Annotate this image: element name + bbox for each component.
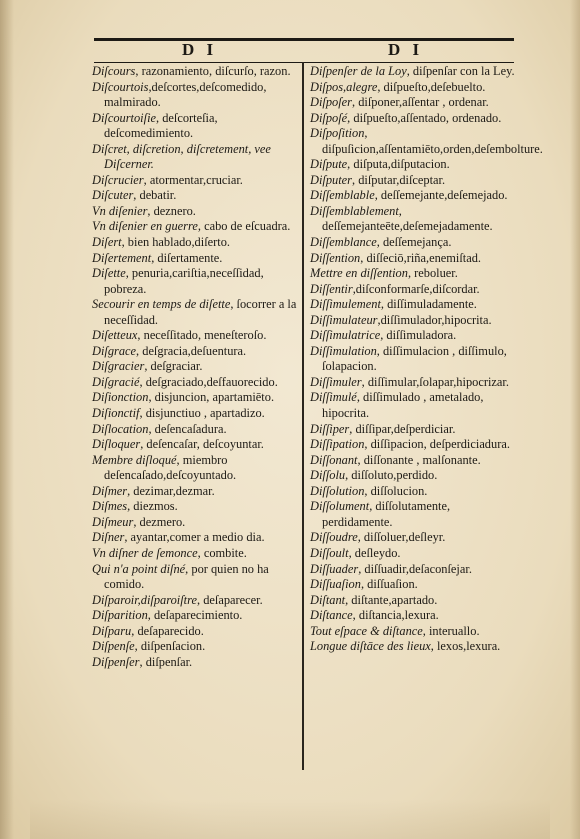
entry-headword: Diſert xyxy=(92,235,122,250)
entry-definition: , diſpueſto,deſebuelto. xyxy=(377,79,486,94)
entry-headword: Diſſimulation xyxy=(310,343,377,358)
entry-definition: , diſſolutamente, perdidamente. xyxy=(322,499,451,529)
entry-headword: Diſgracié xyxy=(92,374,140,389)
dictionary-entry xyxy=(310,313,520,329)
dictionary-entry xyxy=(310,266,520,282)
dictionary-entry xyxy=(310,95,520,111)
entry-headword: Diſpos,alegre xyxy=(310,79,378,94)
entry-definition: , diſputar,diſceptar. xyxy=(352,172,446,187)
dictionary-entry xyxy=(310,562,520,578)
dictionary-entry xyxy=(92,562,298,593)
entry-definition: , deſſemejante,deſemejado. xyxy=(374,188,508,203)
entry-definition: ,diſſimulador,hipocrita. xyxy=(377,312,492,327)
page-edge-left xyxy=(0,0,14,839)
entry-headword: Diſmes xyxy=(92,499,128,514)
entry-headword: Diſſolument xyxy=(310,499,370,514)
dictionary-entry xyxy=(310,624,520,640)
dictionary-entry xyxy=(92,297,298,328)
dictionary-entry xyxy=(92,515,298,531)
entry-headword: Diſſolution xyxy=(310,483,365,498)
entry-headword: Diſputer xyxy=(310,172,352,187)
entry-definition: , diſſimulado , ametalado, hipocrita. xyxy=(322,390,484,421)
entry-definition: , cabo de eſcuadra. xyxy=(197,219,291,234)
entry-headword: Diſſemblance xyxy=(310,235,377,250)
dictionary-entry xyxy=(92,142,298,173)
entry-headword: Diſſuaſion xyxy=(310,577,361,592)
entry-headword: Diſtant xyxy=(310,592,346,607)
dictionary-entry xyxy=(92,219,298,235)
entry-headword: Qui n'a point diſné xyxy=(92,561,186,576)
dictionary-entry xyxy=(92,359,298,375)
entry-headword: Diſſonant xyxy=(310,452,358,467)
dictionary-entry xyxy=(310,328,520,344)
entry-definition: , diſpenſar. xyxy=(139,654,193,669)
dictionary-entry xyxy=(310,111,520,127)
entry-headword: Diſſimulé xyxy=(310,390,357,405)
dictionary-entry xyxy=(310,375,520,391)
entry-definition: , deſaparecido. xyxy=(131,623,204,638)
entry-headword: Diſſoult xyxy=(310,545,349,560)
entry-headword: Diſſolu xyxy=(310,468,346,483)
entry-definition: , por quien no ha comido. xyxy=(104,561,269,592)
entry-headword: Vn diſner de ſemonce xyxy=(92,545,198,560)
entry-headword: Diſpoſition xyxy=(310,126,365,141)
dictionary-entry xyxy=(92,188,298,204)
entry-headword: Diſſuader xyxy=(310,561,359,576)
entry-headword: Diſpenſe xyxy=(92,639,135,654)
entry-headword: Diſgrace xyxy=(92,343,137,358)
dictionary-entry xyxy=(92,437,298,453)
entry-definition: , deſgracia,deſuentura. xyxy=(136,343,247,358)
entry-definition: , deznero. xyxy=(147,203,196,218)
dictionary-entry xyxy=(310,282,520,298)
dictionary-entry xyxy=(310,593,520,609)
entry-definition: , diſſuaſion. xyxy=(360,577,418,592)
dictionary-entry xyxy=(92,111,298,142)
entry-headword: Membre diſloqué xyxy=(92,452,177,467)
column-divider xyxy=(302,62,304,770)
entry-headword: Diſſipation xyxy=(310,437,365,452)
entry-headword: Secourir en temps de diſette xyxy=(92,297,231,312)
entry-definition: , diſſoluer,deſleyr. xyxy=(357,530,446,545)
dictionary-entry xyxy=(310,235,520,251)
entry-definition: , diſſolucion. xyxy=(364,483,428,498)
entry-definition: , diſſimuladamente. xyxy=(380,297,477,312)
dictionary-entry xyxy=(310,484,520,500)
dictionary-entry xyxy=(92,390,298,406)
dictionary-entry xyxy=(310,80,520,96)
entry-headword: Diſſemblablement xyxy=(310,203,399,218)
entry-headword: Diſionction xyxy=(92,390,149,405)
dictionary-entry xyxy=(310,437,520,453)
entry-definition: , ſocorrer a la neceſſidad. xyxy=(104,297,297,327)
dictionary-entry xyxy=(310,157,520,173)
header-rule xyxy=(94,62,514,63)
dictionary-entry xyxy=(92,173,298,189)
dictionary-entry xyxy=(92,608,298,624)
entry-headword: Diſlocation xyxy=(92,421,149,436)
entry-definition: ,diſconformarſe,diſcordar. xyxy=(352,281,480,296)
dictionary-entry xyxy=(310,453,520,469)
entry-definition: , diſſimulacion , diſſimulo, ſolapacion. xyxy=(322,343,507,374)
entry-definition: , deſaparecer. xyxy=(197,592,263,607)
entry-headword: Tout eſpace & diſtance xyxy=(310,623,423,638)
dictionary-entry xyxy=(310,344,520,375)
entry-definition: , ayantar,comer a medio dia. xyxy=(124,530,265,545)
dictionary-entry xyxy=(310,64,520,80)
entry-definition: , neceſſitado, meneſteroſo. xyxy=(137,328,267,343)
dictionary-entry xyxy=(310,126,543,157)
entry-definition: , diſertamente. xyxy=(151,250,223,265)
entry-definition: , dezmero. xyxy=(133,514,186,529)
entry-definition: , combite. xyxy=(197,545,247,560)
entry-headword: Diſmer xyxy=(92,483,128,498)
dictionary-entry xyxy=(92,344,298,360)
dictionary-entry xyxy=(310,297,520,313)
dictionary-entry xyxy=(92,530,298,546)
dictionary-entry xyxy=(310,546,520,562)
entry-definition: , diezmos. xyxy=(127,499,178,514)
entry-definition: , bien hablado,diſerto. xyxy=(121,235,230,250)
entry-headword: Diſcours xyxy=(92,64,136,78)
entry-headword: Diſgracier xyxy=(92,359,145,374)
entry-definition: , diſſipacion, deſperdiciadura. xyxy=(364,437,510,452)
dictionary-entry xyxy=(92,484,298,500)
entry-definition: , debatir. xyxy=(133,188,177,203)
entry-definition: , diſpueſto,aſſentado, ordenado. xyxy=(347,110,502,125)
dictionary-entry xyxy=(92,251,298,267)
entry-definition: , diſſonante , malſonante. xyxy=(357,452,481,467)
entry-headword: Diſmeur xyxy=(92,514,134,529)
entry-definition: , lexos,lexura. xyxy=(430,639,501,654)
entry-definition: , reboluer. xyxy=(407,266,458,281)
entry-definition: , diſſeciō,riña,enemiſtad. xyxy=(360,250,482,265)
dictionary-entry xyxy=(310,173,520,189)
entry-definition: , deſgraciar. xyxy=(144,359,203,374)
entry-definition: , diſſimular,ſolapar,hipocrizar. xyxy=(361,374,509,389)
entry-definition: , deſgraciado,deſfauorecido. xyxy=(139,374,278,389)
entry-headword: Diſparition xyxy=(92,608,148,623)
entry-definition: , deſencaſadura. xyxy=(148,421,227,436)
dictionary-entry xyxy=(92,328,298,344)
running-head-left: D I xyxy=(182,40,218,59)
running-head-right: D I xyxy=(388,40,424,59)
dictionary-entry xyxy=(92,593,298,609)
dictionary-entry xyxy=(310,499,520,530)
entry-definition: , diſſuadir,deſaconſejar. xyxy=(358,561,472,576)
entry-definition: , diſpenſar con la Ley. xyxy=(406,64,515,78)
entry-headword: Longue diſtāce des lieux xyxy=(310,639,431,654)
entry-definition: , diſtante,apartado. xyxy=(345,592,438,607)
entry-definition: , disjunctiuo , apartadizo. xyxy=(139,406,265,421)
dictionary-entry xyxy=(92,406,298,422)
entry-headword: Diſcrucier xyxy=(92,172,144,187)
entry-headword: Diſſoudre xyxy=(310,530,358,545)
entry-headword: Diſpenſer xyxy=(92,654,140,669)
entry-headword: Diſſimulateur xyxy=(310,312,378,327)
right-column xyxy=(310,64,543,655)
entry-definition: , deſſemejanteēte,deſemejadamente. xyxy=(322,203,493,234)
entry-headword: Diſſimulatrice xyxy=(310,328,381,343)
entry-headword: Diſner xyxy=(92,530,125,545)
page-edge-right xyxy=(570,0,580,839)
entry-definition: , disjuncion, apartamiēto. xyxy=(148,390,275,405)
entry-headword: Diſtance xyxy=(310,608,353,623)
entry-headword: Diſſimulement xyxy=(310,297,381,312)
dictionary-entry xyxy=(310,468,520,484)
entry-headword: Diſcourtoiſie xyxy=(92,110,157,125)
left-column xyxy=(92,64,298,670)
entry-headword: Diſertement xyxy=(92,250,152,265)
entry-headword: Diſloquer xyxy=(92,437,141,452)
dictionary-entry xyxy=(92,375,298,391)
dictionary-entry xyxy=(310,390,520,421)
dictionary-entry xyxy=(92,655,298,671)
entry-definition: , dezimar,dezmar. xyxy=(127,483,215,498)
dictionary-entry xyxy=(310,422,520,438)
dictionary-entry xyxy=(310,204,520,235)
entry-definition: , diſputa,diſputacion. xyxy=(347,157,450,172)
dictionary-entry xyxy=(92,624,298,640)
entry-definition: , deſleydo. xyxy=(348,545,401,560)
entry-definition: , deſencaſar, deſcoyuntar. xyxy=(140,437,264,452)
top-rule xyxy=(94,38,514,41)
dictionary-entry xyxy=(92,639,298,655)
dictionary-entry xyxy=(310,530,520,546)
entry-headword: Diſette xyxy=(92,266,126,281)
entry-headword: Diſparoir,diſparoiſtre xyxy=(92,592,197,607)
entry-definition: , miembro deſencaſado,deſcoyuntado. xyxy=(104,452,237,483)
entry-definition: , diſpuſicion,aſſentamiēto,orden,deſembolture. xyxy=(322,126,543,156)
page-bottom-shade xyxy=(30,799,550,839)
entry-headword: Mettre en diſſention xyxy=(310,266,408,281)
entry-definition: , diſtancia,lexura. xyxy=(352,608,439,623)
entry-headword: Diſpute xyxy=(310,157,348,172)
entry-definition: , diſſimuladora. xyxy=(380,328,457,343)
entry-headword: Vn diſenier en guerre xyxy=(92,219,198,234)
entry-headword: Diſſimuler xyxy=(310,374,362,389)
entry-headword: Diſſentir xyxy=(310,281,353,296)
dictionary-entry xyxy=(92,266,298,297)
dictionary-entry xyxy=(310,188,520,204)
entry-headword: Diſparu xyxy=(92,623,132,638)
dictionary-entry xyxy=(92,235,298,251)
dictionary-entry xyxy=(92,80,298,111)
entry-definition: , deſſemejança. xyxy=(376,235,452,250)
dictionary-entry xyxy=(92,546,298,562)
entry-headword: Diſcuter xyxy=(92,188,134,203)
entry-definition: , penuria,cariſtia,neceſſidad, pobreza. xyxy=(104,266,264,296)
entry-definition: , razonamiento, diſcurſo, razon. xyxy=(135,64,291,78)
entry-headword: Diſſemblable xyxy=(310,188,375,203)
entry-headword: Diſſiper xyxy=(310,421,350,436)
entry-headword: Diſcret, diſcretion, diſcretement, vee Diſcerner. xyxy=(92,141,271,172)
dictionary-entry xyxy=(92,64,298,80)
entry-headword: Diſpenſer de la Loy xyxy=(310,64,407,78)
entry-headword: Diſpoſé xyxy=(310,110,348,125)
dictionary-entry xyxy=(310,608,520,624)
entry-definition: , diſponer,aſſentar , ordenar. xyxy=(352,95,489,110)
entry-headword: Diſſention xyxy=(310,250,361,265)
entry-definition: , deſaparecimiento. xyxy=(147,608,243,623)
entry-definition: , deſcorteſia, deſcomedimiento. xyxy=(104,110,218,141)
entry-headword: Diſpoſer xyxy=(310,95,352,110)
dictionary-entry xyxy=(310,577,520,593)
entry-headword: Vn diſenier xyxy=(92,203,148,218)
entry-definition: , diſſoluto,perdido. xyxy=(345,468,438,483)
entry-definition: , atormentar,cruciar. xyxy=(143,172,243,187)
entry-headword: Diſcourtois xyxy=(92,79,149,94)
dictionary-entry xyxy=(92,204,298,220)
dictionary-entry xyxy=(92,453,298,484)
entry-headword: Diſetteux xyxy=(92,328,138,343)
dictionary-entry xyxy=(92,499,298,515)
entry-definition: ,deſcortes,deſcomedido, malmirado. xyxy=(104,79,267,110)
entry-headword: Diſionctif xyxy=(92,406,140,421)
dictionary-entry xyxy=(310,639,520,655)
entry-definition: , interuallo. xyxy=(422,623,480,638)
dictionary-entry xyxy=(310,251,520,267)
entry-definition: , diſſipar,deſperdiciar. xyxy=(349,421,456,436)
entry-definition: , diſpenſacion. xyxy=(134,639,206,654)
dictionary-entry xyxy=(92,422,298,438)
